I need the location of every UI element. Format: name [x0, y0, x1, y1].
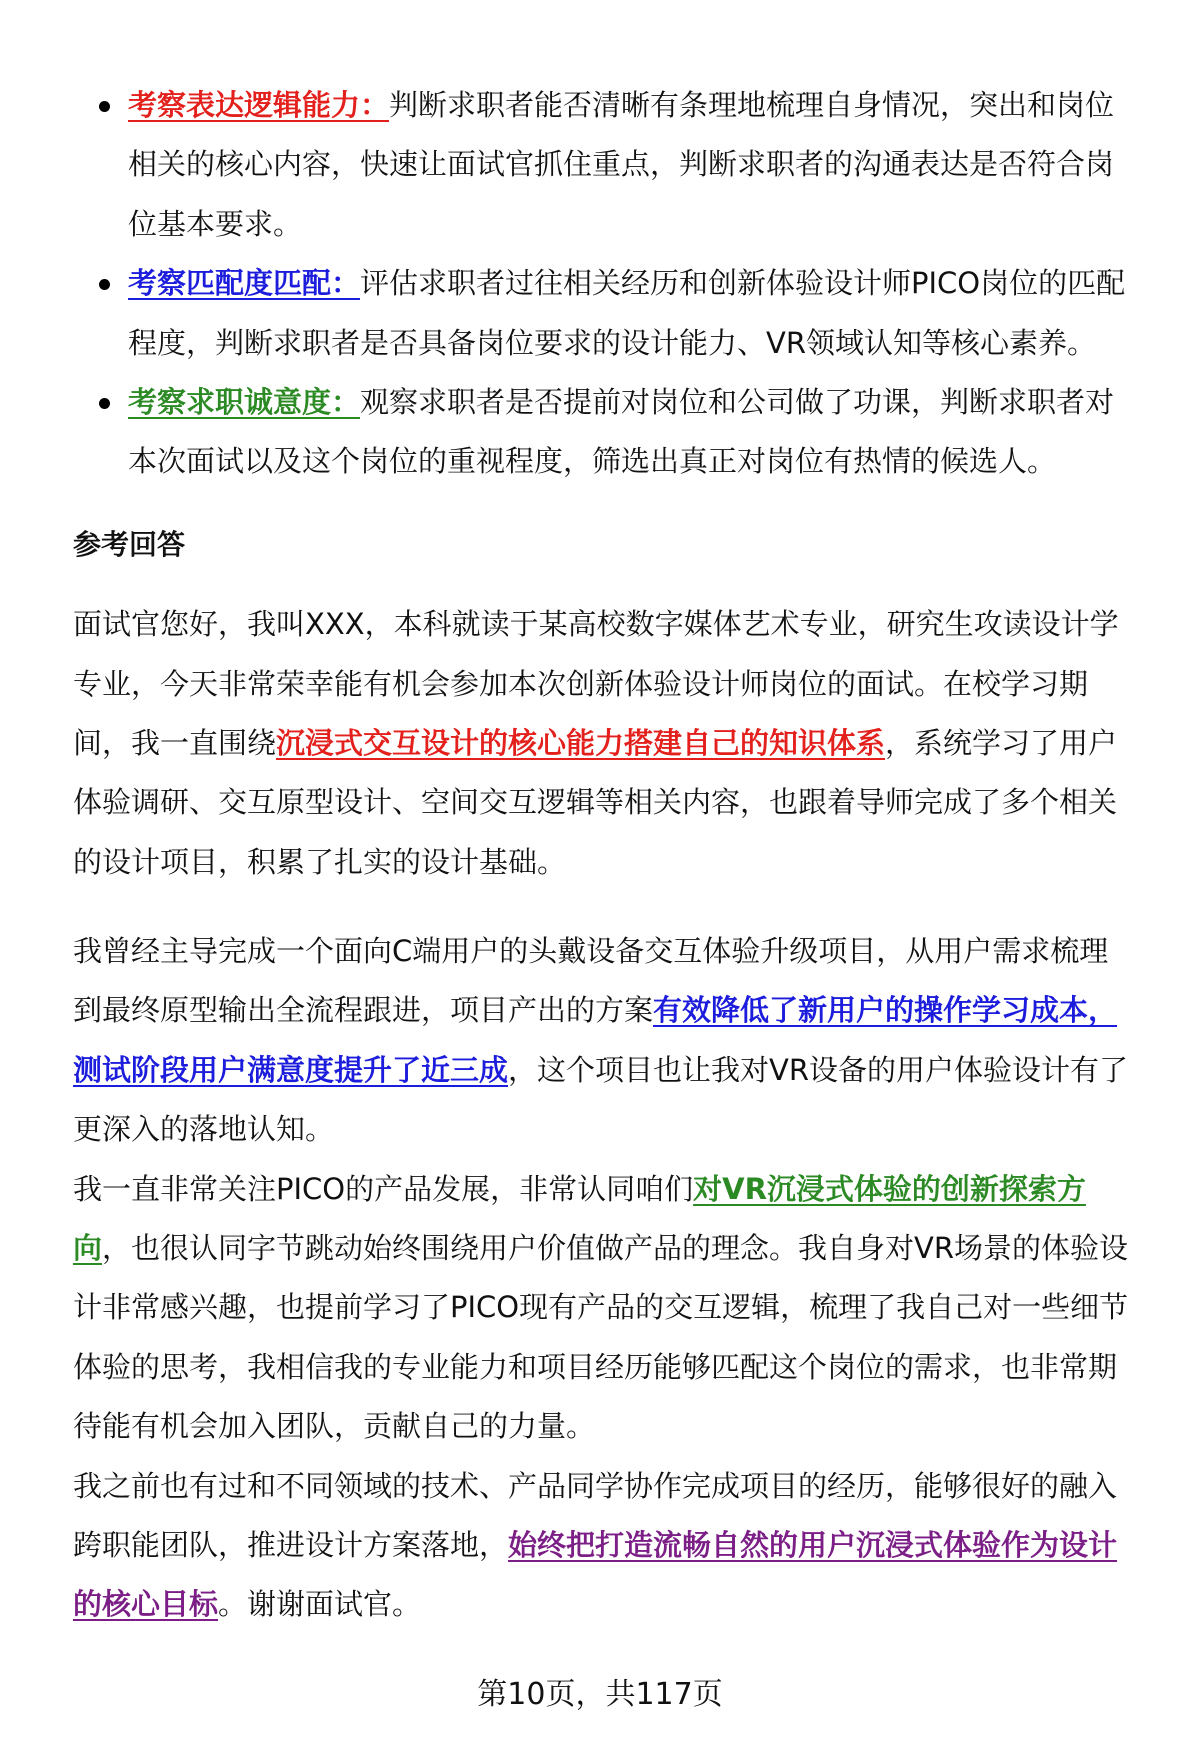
body-text: 本次面试以及这个岗位的重视程度，筛选出真正对岗位有热情的候选人。 — [128, 444, 1057, 479]
text-line — [73, 714, 1168, 773]
body-text: 体验的思考，我相信我的专业能力和项目经历能够匹配这个岗位的需求，也非常期 — [73, 1349, 1118, 1384]
text-line — [73, 1516, 1168, 1575]
body-text: 间，我一直围绕 — [73, 725, 277, 760]
body-text: 专业，今天非常荣幸能有机会参加本次创新体验设计师岗位的面试。在校学习期 — [73, 666, 1089, 701]
highlight-text: 向 — [73, 1231, 103, 1266]
text-line — [73, 1397, 1168, 1456]
body-text: 到最终原型输出全流程跟进，项目产出的方案 — [73, 993, 654, 1028]
document-body — [73, 76, 1168, 1635]
text-line — [73, 76, 1168, 135]
text-line — [73, 1575, 1168, 1634]
text-line — [73, 373, 1168, 432]
text-line — [73, 195, 1168, 254]
text-line — [73, 1160, 1168, 1219]
body-text: 待能有机会加入团队，贡献自己的力量。 — [73, 1409, 596, 1444]
body-text: 判断求职者能否清晰有条理地梳理自身情况，突出和岗位 — [389, 88, 1115, 122]
highlight-text: 沉浸式交互设计的核心能力搭建自己的知识体系 — [276, 725, 886, 760]
criteria-list — [73, 76, 1168, 492]
highlight-text: 的核心目标 — [73, 1587, 219, 1622]
list-item — [73, 76, 1168, 254]
paragraph — [73, 595, 1168, 892]
body-text: 跨职能团队，推进设计方案落地， — [73, 1527, 509, 1562]
highlight-text: 考察表达逻辑能力： — [128, 88, 390, 122]
text-line — [73, 595, 1168, 654]
text-line — [73, 655, 1168, 714]
body-text: 我曾经主导完成一个面向C端用户的头戴设备交互体验升级项目，从用户需求梳理 — [73, 934, 1109, 969]
body-text: 位基本要求。 — [128, 206, 303, 241]
body-text: 计非常感兴趣，也提前学习了PICO现有产品的交互逻辑，梳理了我自己对一些细节 — [73, 1290, 1129, 1325]
list-item — [73, 254, 1168, 373]
text-line — [73, 773, 1168, 832]
text-line — [73, 833, 1168, 892]
body-text: ，也很认同字节跳动始终围绕用户价值做产品的理念。我自身对VR场景的体验设 — [102, 1231, 1129, 1266]
bullet-icon — [99, 398, 110, 409]
paragraph — [73, 1160, 1168, 1457]
text-line — [73, 1278, 1168, 1337]
body-text: 。谢谢面试官。 — [218, 1587, 422, 1622]
text-line — [73, 981, 1168, 1040]
body-text: 观察求职者是否提前对岗位和公司做了功课，判断求职者对 — [360, 384, 1115, 419]
body-text: 的设计项目，积累了扎实的设计基础。 — [73, 844, 567, 879]
bullet-icon — [99, 279, 110, 290]
body-text: 程度，判断求职者是否具备岗位要求的设计能力、VR领域认知等核心素养。 — [128, 325, 1096, 360]
body-text: 面试官您好，我叫XXX，本科就读于某高校数字媒体艺术专业，研究生攻读设计学 — [73, 607, 1119, 642]
highlight-text: 考察求职诚意度： — [128, 384, 361, 419]
body-text: 我一直非常关注PICO的产品发展，非常认同咱们 — [73, 1171, 694, 1206]
text-line — [73, 922, 1168, 981]
body-text: 我之前也有过和不同领域的技术、产品同学协作完成项目的经历，能够很好的融入 — [73, 1468, 1118, 1503]
section-heading: 参考回答 — [73, 527, 186, 561]
list-item — [73, 373, 1168, 492]
text-line — [73, 1457, 1168, 1516]
text-line — [73, 1041, 1168, 1100]
highlight-text: 对VR沉浸式体验的创新探索方 — [693, 1171, 1086, 1206]
body-text: 体验调研、交互原型设计、空间交互逻辑等相关内容，也跟着导师完成了多个相关 — [73, 785, 1118, 820]
body-text: 评估求职者过往相关经历和创新体验设计师PICO岗位的匹配 — [360, 266, 1126, 301]
body-text: 更深入的落地认知。 — [73, 1112, 335, 1147]
text-line — [73, 135, 1168, 194]
body-text: ，系统学习了用户 — [885, 725, 1118, 760]
text-line — [73, 1219, 1168, 1278]
paragraph — [73, 922, 1168, 1160]
text-line — [73, 1338, 1168, 1397]
text-line — [73, 432, 1168, 491]
text-line — [73, 1100, 1168, 1159]
highlight-text: 考察匹配度匹配： — [128, 266, 361, 301]
bullet-icon — [99, 101, 110, 112]
highlight-text: 始终把打造流畅自然的用户沉浸式体验作为设计 — [508, 1527, 1118, 1562]
paragraph — [73, 1457, 1168, 1635]
body-text: 相关的核心内容，快速让面试官抓住重点，判断求职者的沟通表达是否符合岗 — [128, 147, 1115, 182]
page-number: 第10页，共117页 — [477, 1677, 723, 1712]
body-text: ，这个项目也让我对VR设备的用户体验设计有了 — [508, 1052, 1129, 1087]
highlight-text: 测试阶段用户满意度提升了近三成 — [73, 1052, 509, 1087]
reference-answer — [73, 595, 1168, 1635]
highlight-text: 有效降低了新用户的操作学习成本， — [653, 993, 1118, 1028]
text-line — [73, 254, 1168, 313]
text-line — [73, 314, 1168, 373]
